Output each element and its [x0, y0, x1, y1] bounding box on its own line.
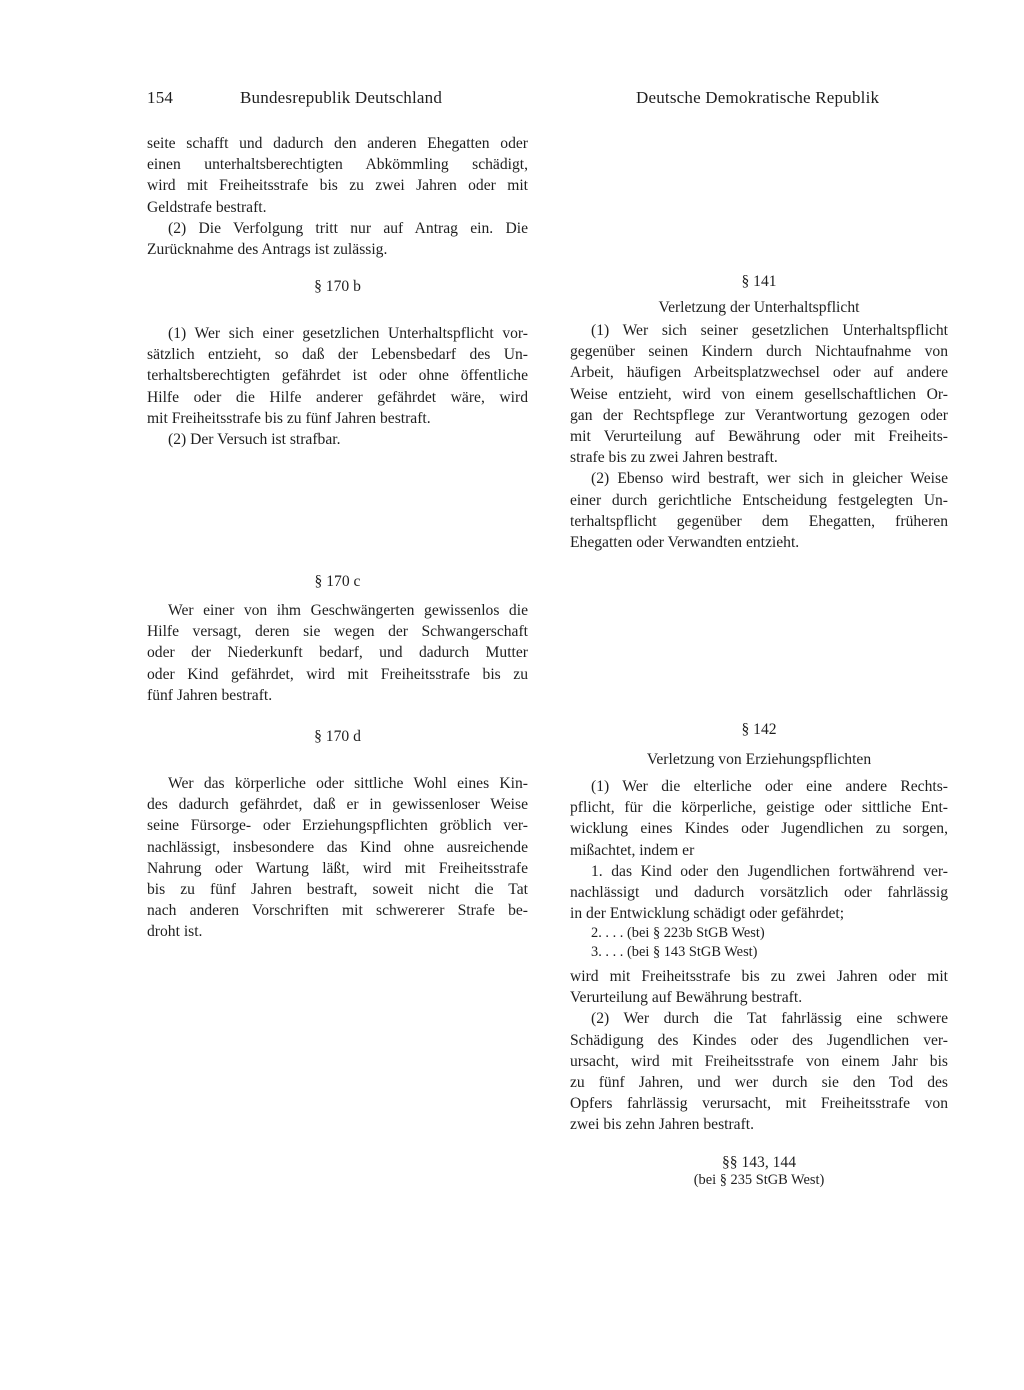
text-line: oder der Niederkunft bedarf, und dadurch Mutter	[147, 644, 528, 662]
text-line: Zurücknahme des Antrags ist zulässig.	[147, 241, 388, 259]
text-line: nachlässigt, insbesondere das Kind ohne ausreichende	[147, 838, 528, 856]
section-title-142: Verletzung von Erziehungspflichten	[646, 751, 872, 768]
text-line: (1) Wer sich seiner gesetzlichen Unterhaltspflicht	[591, 322, 948, 339]
text-line: (1) Wer die elterliche oder eine andere Rechts-	[591, 778, 948, 795]
text-line: Wer das körperliche oder sittliche Wohl eines Kin-	[168, 775, 528, 792]
section-title-141: Verletzung der Unterhaltspflicht	[658, 299, 860, 316]
text-line: seite schafft und dadurch den anderen Ehegatten oder	[147, 135, 528, 152]
section-141-text	[570, 320, 948, 553]
section-note-143-144: (bei § 235 StGB West)	[693, 1172, 825, 1188]
section-heading-170c: § 170 c	[314, 573, 361, 590]
text-line: mißachtet, indem er	[570, 841, 695, 859]
text-line: Arbeit, häufigen Arbeitsplatzwechsel oder auf andere	[570, 364, 948, 382]
text-line: einer durch gerichtliche Entscheidung festgelegten Un-	[570, 491, 948, 509]
text-line: 1. das Kind oder den Jugendlichen fortwährend ver-	[591, 862, 948, 880]
text-line: gegenüber seinen Kindern durch Nichtaufnahme von	[570, 343, 948, 361]
text-line: wicklung eines Kindes oder Jugendlichen zu sorgen,	[570, 820, 948, 838]
text-line: Verurteilung auf Bewährung bestraft.	[570, 989, 803, 1007]
left-running-title: Bundesrepublik Deutschland	[240, 88, 443, 107]
page-number: 154	[147, 88, 174, 107]
text-line: Schädigung des Kindes oder des Jugendlichen ver-	[570, 1031, 948, 1049]
text-line: Geldstrafe bestraft.	[147, 198, 267, 216]
text-line: zu fünf Jahren, und wer durch sie den Tod des	[570, 1074, 948, 1092]
section-heading-143-144: §§ 143, 144	[721, 1154, 797, 1171]
text-line: Weise entzieht, wird von einem gesellschaftlichen Or-	[570, 385, 948, 403]
text-line: mit Verurteilung auf Bewährung oder mit Freiheits-	[570, 428, 948, 446]
section-170d-text	[147, 773, 528, 943]
text-line: des dadurch gefährdet, daß er in gewissenloser Weise	[147, 796, 528, 814]
text-line: (2) Die Verfolgung tritt nur auf Antrag ein. Die	[168, 219, 528, 237]
text-line: seine Fürsorge- oder Erziehungspflichten gröblich ver-	[147, 817, 528, 835]
text-line: Hilfe oder die Hilfe anderer gefährdet wäre, wird	[147, 388, 528, 406]
text-line: (1) Wer sich einer gesetzlichen Unterhaltspflicht vor-	[168, 325, 528, 342]
section-170c-text	[147, 600, 528, 706]
text-line: in der Entwicklung schädigt oder gefährdet;	[570, 905, 845, 923]
section-heading-170d: § 170 d	[314, 728, 361, 745]
text-line: sätzlich entzieht, so daß der Lebensbedarf des Un-	[147, 346, 528, 364]
text-line: terhaltspflicht gegenüber dem Ehegatten, früheren	[570, 512, 948, 530]
section-heading-142: § 142	[741, 721, 777, 738]
text-line: Nahrung oder Wartung läßt, wird mit Freiheitsstrafe	[147, 859, 528, 877]
text-line: Hilfe versagt, deren sie wegen der Schwangerschaft	[147, 623, 528, 641]
section-heading-170b: § 170 b	[314, 278, 361, 295]
section-142-part-1	[570, 776, 948, 924]
text-line: terhaltsberechtigten gefährdet ist oder ohne öffentliche	[147, 367, 528, 385]
text-line: strafe bis zu zwei Jahren bestraft.	[570, 449, 778, 467]
text-line: bis zu fünf Jahren bestraft, soweit nicht die Tat	[147, 881, 528, 899]
left-intro-paragraph	[147, 133, 528, 260]
text-line: mit Freiheitsstrafe bis zu fünf Jahren bestraft.	[147, 409, 431, 427]
text-line: nachlässigt und dadurch vorsätzlich oder fahrlässig	[570, 884, 948, 902]
section-170b-text	[147, 323, 528, 450]
text-line: pflicht, für die körperliche, geistige oder sittliche Ent-	[570, 799, 948, 817]
section-142-omitted-items	[570, 924, 948, 962]
text-line: zwei bis zehn Jahren bestraft.	[570, 1116, 755, 1134]
right-running-title: Deutsche Demokratische Republik	[636, 88, 880, 107]
text-line: wird mit Freiheitsstrafe bis zu zwei Jahren oder mit	[147, 177, 528, 195]
text-line: Wer einer von ihm Geschwängerten gewissenlos die	[168, 602, 528, 619]
text-line: (2) Der Versuch ist strafbar.	[168, 431, 341, 449]
list-item: 3. . . . (bei § 143 StGB West)	[591, 944, 758, 960]
text-line: ursacht, wird mit Freiheitsstrafe von einem Jahr bis	[570, 1052, 948, 1070]
text-line: Ehegatten oder Verwandten entzieht.	[570, 534, 800, 552]
text-line: droht ist.	[147, 923, 203, 941]
text-line: wird mit Freiheitsstrafe bis zu zwei Jahren oder mit	[570, 968, 948, 985]
text-line: oder Kind gefährdet, wird mit Freiheitsstrafe bis zu	[147, 665, 528, 683]
text-line: (2) Ebenso wird bestraft, wer sich in gleicher Weise	[591, 470, 948, 488]
text-line: gan der Rechtspflege zur Verantwortung gezogen oder	[570, 406, 948, 424]
text-line: Opfers fahrlässig verursacht, mit Freiheitsstrafe von	[570, 1095, 948, 1113]
text-line: (2) Wer durch die Tat fahrlässig eine schwere	[591, 1010, 948, 1028]
text-line: nach anderen Vorschriften mit schwererer Strafe be-	[147, 902, 528, 920]
section-142-part-2	[570, 966, 948, 1136]
section-heading-141: § 141	[741, 273, 777, 290]
text-line: fünf Jahren bestraft.	[147, 686, 273, 704]
text-line: einen unterhaltsberechtigten Abkömmling schädigt,	[147, 156, 528, 174]
list-item: 2. . . . (bei § 223b StGB West)	[591, 925, 765, 941]
